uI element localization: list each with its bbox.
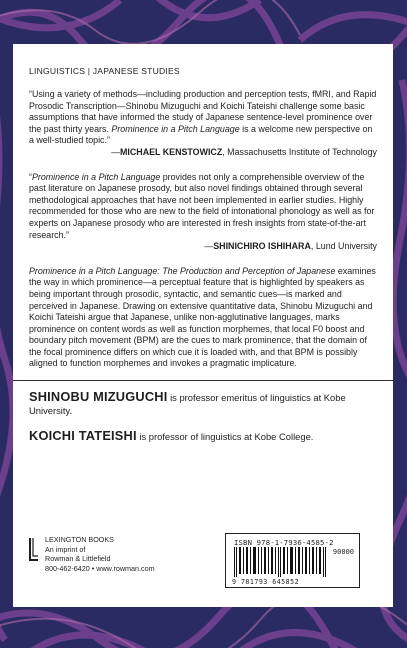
divider (13, 380, 393, 381)
barcode-bars (234, 547, 326, 577)
imprint-area (29, 535, 377, 601)
book-description: Prominence in a Pitch Language: The Production and Perception of Japanese examines the way in which prominence—a perceptual feature that is highlighted by speakers as being important through prosodic, syntactic, and semantic cues—is marked and perceived in Japanese. Drawing on extensive quantitative data, Shinobu Mizuguchi and Koichi Tateishi argue that Japanese, unlike non-agglutinative languages, marks prominence on content words as well as function morphemes, that local F0 boost and boundary pitch movement (BPM) are the cues to mark prominence, that the domain of the focal prominence differs on which cue it is loaded with, and that BPM is possibly aligned to function morphemes and invokes a pragmatic implicature. (29, 265, 376, 369)
review-quote: “Using a variety of methods—including production and perception tests, fMRI, and Rapid Prosodic Transcription—Shinobu Mizuguchi and Koichi Tateishi challenge some basic assumptions that have informed the study of Japanese sentence-level prominence over the past thirty years. Prominence in a Pitch Language is a welcome new perspective on a well-studied topic.” (29, 89, 377, 146)
review-quote: “Prominence in a Pitch Language provides not only a comprehensible overview of the past literature on Japanese prosody, but also novel findings obtained through several methodological approaches that have not been implemented in earlier studies. Highly recommended for those who are new to the field of intonational phonology as well as for experts on Japanese prosody who are interested in fresh insights from state-of-the-art research.” (29, 171, 375, 240)
back-cover-panel (13, 44, 393, 607)
publisher-contact: 800-462-6420 • www.rowman.com (45, 563, 155, 573)
review-attribution: —SHINICHIRO ISHIHARA, Lund University (204, 241, 377, 252)
publisher-logo-icon (29, 537, 39, 561)
publisher-info: LEXINGTON BOOKS An imprint of Rowman & Littlefield 800-462-6420 • www.rowman.com (45, 535, 155, 573)
isbn-barcode (225, 533, 360, 588)
barcode-number: 9 781793 645852 (232, 578, 300, 586)
author-bio-1: SHINOBU MIZUGUCHI is professor emeritus of linguistics at Kobe University. (29, 389, 346, 417)
publisher-name: LEXINGTON BOOKS (45, 535, 114, 544)
review-block-2 (29, 172, 377, 253)
review-attribution: —MICHAEL KENSTOWICZ, Massachusetts Institute of Technology (111, 146, 377, 157)
subject-category: LINGUISTICS | JAPANESE STUDIES (29, 66, 180, 76)
author-bio-2: KOICHI TATEISHI is professor of linguistics at Kobe College. (29, 428, 314, 444)
review-block-1 (29, 89, 377, 159)
isbn-text: ISBN 978-1-7936-4585-2 (234, 538, 334, 547)
price-code: 90000 (332, 548, 354, 556)
